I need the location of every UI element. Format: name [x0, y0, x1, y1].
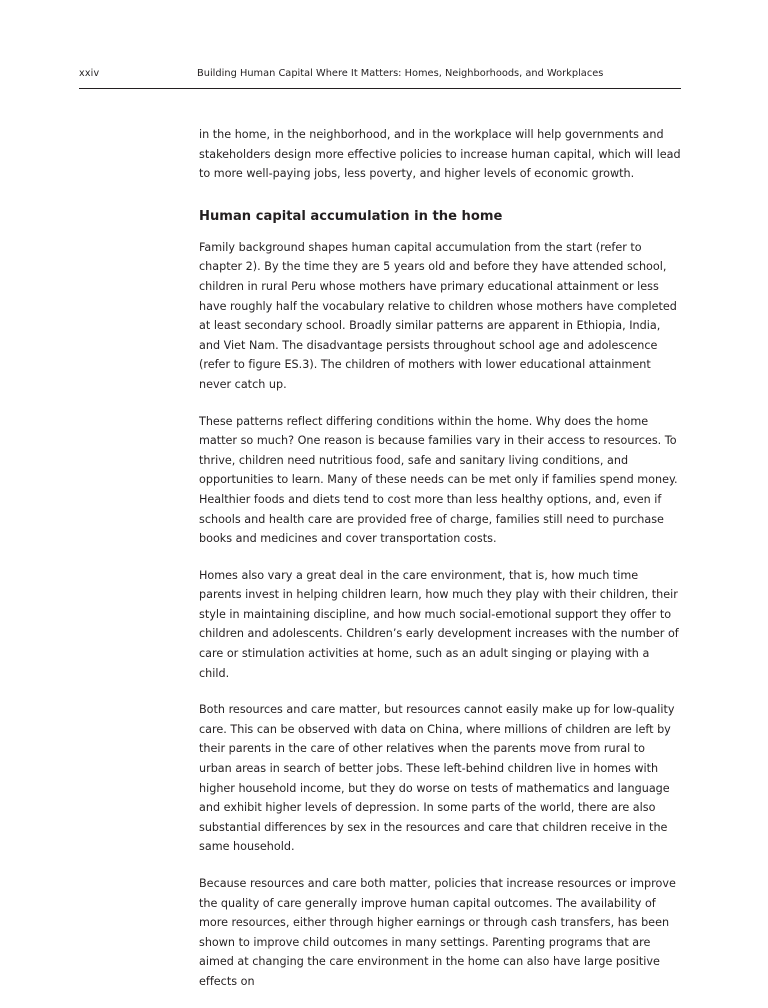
- body-paragraph: These patterns reflect differing conditions within the home. Why does the home matter so much? One reason is because families vary in their access to resources. To thrive, children need nutritious food, safe and sanitary living conditions, and opportunities to learn. Many of these needs can be met only if families spend money. Healthier foods and diets tend to cost more than less healthy options, and, even if schools and health care are provided free of charge, families still need to purchase books and medicines and cover transportation costs.: [199, 414, 678, 546]
- running-head: [79, 68, 681, 79]
- section-heading: Human capital accumulation in the home: [199, 208, 503, 224]
- intro-paragraph: in the home, in the neighborhood, and in the workplace will help governments and stakeholders design more effective policies to increase human capital, which will lead to more well-paying jobs, less poverty, and higher levels of economic growth.: [199, 128, 681, 181]
- text-column: [199, 125, 681, 1008]
- body-paragraph: Family background shapes human capital accumulation from the start (refer to chapter 2). By the time they are 5 years old and before they have attended school, children in rural Peru whose mothers have primary educational attainment or less have roughly half the vocabulary relative to children whose mothers have completed at least secondary school. Broadly similar patterns are apparent in Ethiopia, India, and Viet Nam. The disadvantage persists throughout school age and adolescence (refer to figure ES.3). The children of mothers with lower educational attainment never catch up.: [199, 240, 677, 391]
- body-paragraph: Both resources and care matter, but resources cannot easily make up for low-quality care. This can be observed with data on China, where millions of children are left by their parents in the care of other relatives when the parents move from rural to urban areas in search of better jobs. These left-behind children live in homes with higher household income, but they do worse on tests of mathematics and language and exhibit higher levels of depression. In some parts of the world, there are also substantial differences by sex in the resources and care that children receive in the same household.: [199, 703, 675, 854]
- running-head-rule: [79, 88, 681, 89]
- body-paragraph: Homes also vary a great deal in the care environment, that is, how much time parents invest in helping children learn, how much they play with their children, their style in maintaining discipline, and how much social-emotional support they offer to children and adolescents. Children’s early development increases with the number of care or stimulation activities at home, such as an adult singing or playing with a child.: [199, 568, 679, 680]
- running-head-title: Building Human Capital Where It Matters: Homes, Neighborhoods, and Workplaces: [197, 68, 604, 79]
- page-number: xxiv: [79, 68, 100, 79]
- body-paragraph: Because resources and care both matter, policies that increase resources or improve the quality of care generally improve human capital outcomes. The availability of more resources, either through higher earnings or through cash transfers, has been shown to improve child outcomes in many settings. Parenting programs that are aimed at changing the care environment in the home can also have large positive effects on: [199, 877, 676, 988]
